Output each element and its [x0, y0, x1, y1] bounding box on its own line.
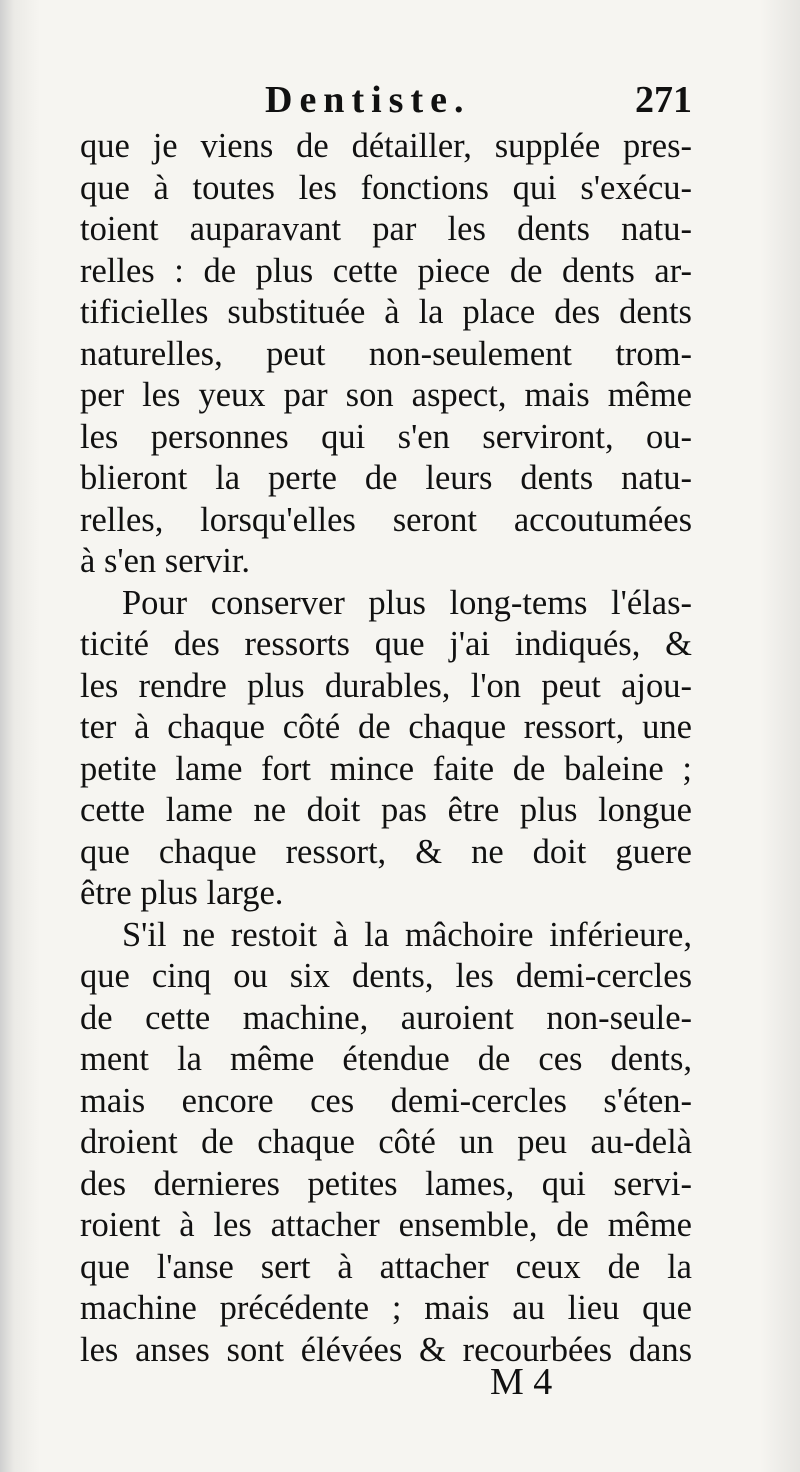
text-line: blieront la perte de leurs dents natu-: [80, 459, 692, 497]
text-line: ticité des ressorts que j'ai indiqués, &: [80, 625, 692, 663]
text-line: de cette machine, auroient non-seule-: [80, 998, 692, 1037]
text-line: Pour conserver plus long-tems l'élas-: [122, 583, 692, 622]
body-text: [80, 126, 692, 1371]
text-line: machine précédente ; mais au lieu que: [80, 1289, 692, 1327]
catchword: M 4: [490, 1361, 553, 1403]
paragraph: [80, 915, 692, 1372]
text-line: relles : de plus cette piece de dents ar-: [80, 251, 692, 290]
text-line: les personnes qui s'en serviront, ou-: [80, 417, 692, 456]
text-line: que cinq ou six dents, les demi-cercles: [80, 957, 692, 995]
text-line: à s'en servir.: [80, 542, 251, 580]
text-line: tificielles substituée à la place des dents: [80, 293, 692, 331]
paragraph: [80, 583, 692, 915]
text-line: être plus large.: [80, 874, 284, 912]
page-number: 271: [635, 79, 692, 121]
text-line: des dernieres petites lames, qui servi-: [80, 1164, 692, 1203]
text-line: droient de chaque côté un peu au-delà: [80, 1123, 692, 1161]
text-line: per les yeux par son aspect, mais même: [80, 376, 692, 414]
text-line: petite lame fort mince faite de baleine ;: [80, 749, 692, 788]
text-line: naturelles, peut non-seulement trom-: [80, 334, 692, 373]
text-line: roient à les attacher ensemble, de même: [80, 1206, 692, 1244]
text-line: ter à chaque côté de chaque ressort, une: [80, 708, 692, 746]
text-line: mais encore ces demi-cercles s'éten-: [80, 1081, 692, 1120]
text-line: toient auparavant par les dents natu-: [80, 210, 692, 248]
text-line: les anses sont élévées & recourbées dans: [80, 1330, 692, 1369]
text-line: relles, lorsqu'elles seront accoutumées: [80, 500, 692, 539]
text-line: ment la même étendue de ces dents,: [80, 1040, 692, 1078]
running-head: Dentiste.: [265, 79, 471, 121]
text-line: que chaque ressort, & ne doit guere: [80, 832, 692, 871]
text-line: S'il ne restoit à la mâchoire inférieure,: [122, 915, 692, 954]
text-line: cette lame ne doit pas être plus longue: [80, 791, 692, 829]
text-line: que je viens de détailler, supplée pres-: [80, 127, 692, 165]
page-header: [80, 78, 692, 128]
text-line: que l'anse sert à attacher ceux de la: [80, 1247, 692, 1286]
text-line: que à toutes les fonctions qui s'exécu-: [80, 168, 692, 207]
text-line: les rendre plus durables, l'on peut ajou-: [80, 666, 692, 705]
paragraph: [80, 126, 692, 583]
